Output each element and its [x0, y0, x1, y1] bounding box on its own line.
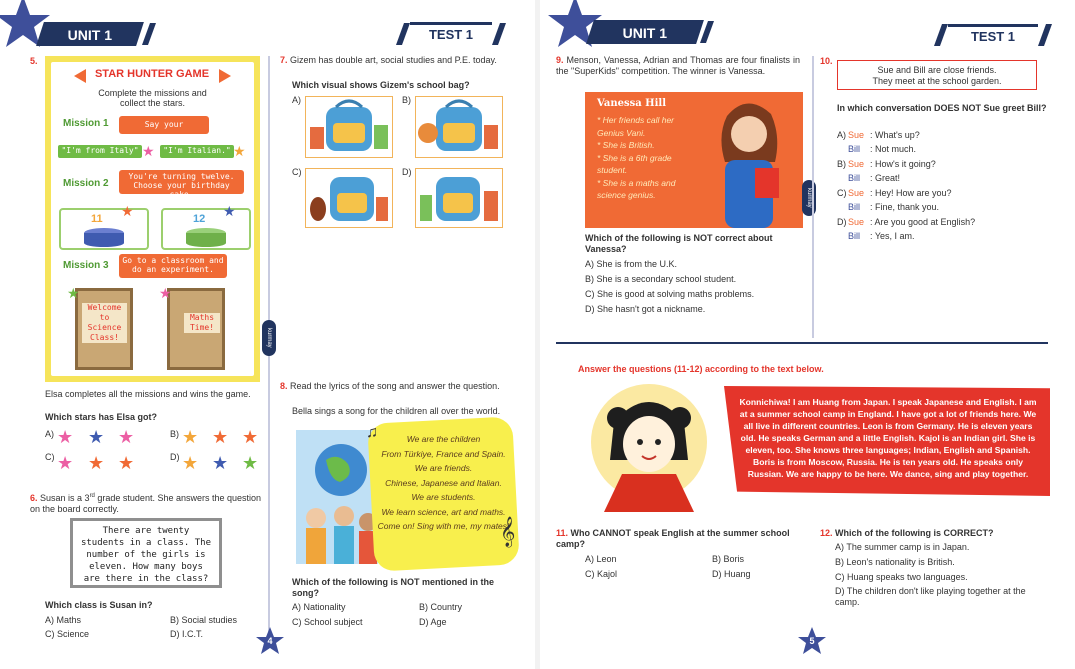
q12-option-c[interactable]: C) Huang speaks two languages. — [835, 572, 968, 582]
card-fact: * She is a 6th grade student. — [597, 152, 672, 175]
girl-portrait — [697, 96, 801, 228]
q11-number: 11. — [556, 528, 569, 538]
q8-stem-text: Read the lyrics of the song and answer the question. — [290, 381, 500, 391]
orange-star-icon: ★ — [88, 453, 105, 473]
lyric-line: We are students. — [411, 492, 476, 502]
unit-tab: UNIT 1 — [586, 20, 704, 44]
q7-option-c[interactable]: C) — [292, 167, 302, 177]
lyric-line: We learn science, art and maths. — [381, 506, 506, 517]
q9-option-b[interactable]: B) She is a secondary school student. — [585, 274, 737, 284]
q9-stem-text: Menson, Vanessa, Adrian and Thomas are four finalists in the "SuperKids" competition. The winner is Vanessa. — [556, 55, 800, 76]
q5-number: 5. — [30, 56, 38, 66]
lyric-line: Chinese, Japanese and Italian. — [385, 477, 502, 488]
q12-option-a[interactable]: A) The summer camp is in Japan. — [835, 542, 970, 552]
blue-star-icon: ★ — [212, 453, 229, 473]
q12-option-d[interactable]: D) The children don't like playing together at the camp. — [835, 586, 1026, 607]
mission1-label: Mission 1 — [63, 118, 109, 129]
q8-option-c[interactable]: C) School subject — [292, 617, 363, 627]
q10-line: : Yes, I am. — [870, 231, 915, 241]
mission2-task: You're turning twelve. Choose your birthday cake. — [119, 170, 244, 194]
mission1-answer-a: "I'm from Italy" — [58, 145, 142, 158]
q9-question: Which of the following is NOT correct about Vanessa? — [585, 233, 773, 254]
door-science-sign: Welcome to Science Class! — [82, 303, 127, 343]
q6-option-a[interactable]: A) Maths — [45, 615, 82, 625]
school-bag-icon — [306, 97, 392, 157]
lyric-line: We are friends. — [414, 463, 473, 473]
q7-image-c[interactable] — [305, 168, 393, 228]
lyric-line: Come on! Sing with me, my mates! — [377, 521, 510, 531]
q10-line: : Great! — [870, 173, 901, 183]
q5-question: Which stars has Elsa got? — [45, 412, 158, 422]
q6-question: Which class is Susan in? — [45, 600, 153, 610]
q12-option-b[interactable]: B) Leon's nationality is British. — [835, 557, 955, 567]
yellow-star-icon: ★ — [182, 427, 199, 447]
section-instruction: Answer the questions (11-12) according to the text below. — [578, 364, 824, 374]
card-name: Vanessa Hill — [597, 98, 667, 109]
q10-context-line: Sue and Bill are close friends. — [877, 65, 997, 75]
q5-game-board — [45, 56, 260, 382]
lyric-line: We are the children — [406, 434, 481, 444]
q7-option-a[interactable]: A) — [292, 95, 301, 105]
speaker-bill: Bill — [848, 231, 861, 241]
cake-11-number: 11 — [91, 213, 103, 225]
mission3-task: Go to a classroom and do an experiment. — [119, 254, 227, 278]
lyrics — [376, 432, 511, 534]
game-intro: Complete the missions and collect the stars. — [98, 88, 207, 108]
q9-option-d[interactable]: D) She hasn't got a nickname. — [585, 304, 706, 314]
q10-option-b[interactable]: B) — [837, 159, 846, 169]
q12-number: 12. — [820, 528, 833, 538]
q5-option-c[interactable]: C) — [45, 452, 55, 462]
mission1-task: Say your nationality. — [119, 116, 209, 134]
q7-image-b[interactable] — [415, 96, 503, 158]
orange-star-icon: ★ — [121, 203, 134, 219]
q10-line: : Are you good at English? — [870, 217, 976, 227]
q10-option-a[interactable]: A) — [837, 130, 846, 140]
q9-stem — [556, 55, 800, 77]
blue-star-icon: ★ — [88, 427, 105, 447]
treble-clef-icon: 𝄞 — [500, 516, 516, 546]
cake-card-12 — [161, 208, 251, 250]
q6-stem-part-a: Susan is a 3 — [40, 493, 90, 503]
vanessa-card — [585, 92, 803, 228]
q11-option-a[interactable]: A) Leon — [585, 554, 617, 564]
q8-stem — [280, 381, 508, 392]
school-bag-icon — [416, 97, 502, 157]
pink-star-icon: ★ — [118, 427, 135, 447]
q8-number: 8. — [280, 381, 288, 391]
q10-number: 10. — [820, 56, 833, 66]
q10-option-d[interactable]: D) — [837, 217, 847, 227]
cake-icon — [81, 226, 127, 248]
q8-stem2: Bella sings a song for the children all over the world. — [292, 406, 501, 416]
spine-logo: kurmay — [802, 180, 816, 216]
card-fact: * She is British. — [597, 140, 655, 150]
q6-option-b[interactable]: B) Social studies — [170, 615, 238, 625]
q6-board: There are twenty students in a class. The number of the girls is eleven. How many boys are there in the class? — [70, 518, 222, 588]
green-star-icon: ★ — [242, 453, 259, 473]
right-page — [540, 0, 1075, 669]
mission2-label: Mission 2 — [63, 178, 109, 189]
q11-question — [556, 528, 802, 550]
orange-star-icon: ★ — [118, 453, 135, 473]
speaker-sue: Sue — [848, 217, 865, 227]
q11-question-text: Who CANNOT speak English at the summer school camp? — [556, 528, 790, 549]
q7-image-a[interactable] — [305, 96, 393, 158]
q7-question: Which visual shows Gizem's school bag? — [292, 80, 470, 90]
arrow-right-icon — [219, 69, 231, 83]
music-note-icon: ♫ — [366, 424, 378, 441]
orange-star-icon: ★ — [212, 427, 229, 447]
column-divider — [812, 56, 814, 338]
q10-context-box — [837, 60, 1037, 90]
game-title: STAR HUNTER GAME — [94, 68, 210, 80]
mission3-label: Mission 3 — [63, 260, 109, 271]
lyric-line: From Türkiye, France and Spain. — [381, 448, 506, 459]
yellow-star-icon: ★ — [182, 453, 199, 473]
cake-12-number: 12 — [193, 213, 206, 225]
blue-star-icon: ★ — [223, 203, 236, 219]
q11-option-c[interactable]: C) Kajol — [585, 569, 618, 579]
q8-option-b[interactable]: B) Country — [419, 602, 463, 612]
q5-stem: Elsa completes all the missions and wins the game. — [45, 389, 251, 399]
q10-line: : Hey! How are you? — [870, 188, 952, 198]
cake-card-11 — [59, 208, 149, 250]
yellow-star-icon: ★ — [233, 143, 246, 159]
spine-logo: kurmay — [262, 320, 276, 356]
pink-star-icon: ★ — [159, 285, 172, 301]
children-globe-photo — [296, 430, 378, 564]
card-facts — [597, 114, 687, 202]
huang-illustration — [564, 382, 734, 512]
q7-option-d[interactable]: D) — [402, 167, 412, 177]
speaker-bill: Bill — [848, 144, 861, 154]
q8-option-d[interactable]: D) Age — [419, 617, 447, 627]
q10-context-line: They meet at the school garden. — [872, 76, 1002, 86]
door-maths-sign: Maths Time! — [184, 313, 220, 333]
pink-star-icon: ★ — [57, 427, 74, 447]
school-bag-icon — [416, 169, 502, 227]
q6-stem-part-b: grade student. She answers the question on the board correctly. — [30, 493, 262, 514]
card-fact: * She is a maths and science genius. — [597, 177, 676, 200]
q9-option-c[interactable]: C) She is good at solving maths problems. — [585, 289, 755, 299]
q8-option-a[interactable]: A) Nationality — [292, 602, 346, 612]
q10-option-c[interactable]: C) — [837, 188, 847, 198]
q7-image-d[interactable] — [415, 168, 503, 228]
q10-line: : What's up? — [870, 130, 920, 140]
q5-option-a[interactable]: A) — [45, 429, 54, 439]
pink-star-icon: ★ — [142, 143, 155, 159]
q11-option-d[interactable]: D) Huang — [712, 569, 751, 579]
q6-option-d[interactable]: D) I.C.T. — [170, 629, 203, 639]
school-bag-icon — [306, 169, 392, 227]
door-maths — [167, 288, 225, 370]
q12-question — [820, 528, 1050, 539]
q7-option-b[interactable]: B) — [402, 95, 411, 105]
green-star-icon: ★ — [67, 285, 80, 301]
q5-option-d[interactable]: D) — [170, 452, 180, 462]
q9-option-a[interactable]: A) She is from the U.K. — [585, 259, 678, 269]
page-number: 4 — [267, 636, 273, 646]
q10-question: In which conversation DOES NOT Sue greet Bill? — [837, 103, 1047, 113]
cake-icon — [183, 226, 229, 248]
q7-stem-text: Gizem has double art, social studies and P.E. today. — [290, 55, 497, 65]
mission1-answer-b: "I'm Italian." — [160, 145, 234, 158]
page-number: 5 — [809, 636, 815, 646]
q6-number: 6. — [30, 493, 38, 503]
speaker-bill: Bill — [848, 202, 861, 212]
q9-number: 9. — [556, 55, 564, 65]
q10-line: : Fine, thank you. — [870, 202, 940, 212]
q7-number: 7. — [280, 55, 288, 65]
speaker-sue: Sue — [848, 159, 865, 169]
q11-option-b[interactable]: B) Boris — [712, 554, 745, 564]
door-science — [75, 288, 133, 370]
globe-icon — [296, 430, 378, 564]
pink-star-icon: ★ — [57, 453, 74, 473]
q12-question-text: Which of the following is CORRECT? — [835, 528, 994, 538]
q10-line: : How's it going? — [870, 159, 936, 169]
q10-line: : Not much. — [870, 144, 917, 154]
section-divider — [556, 342, 1048, 344]
q8-question: Which of the following is NOT mentioned in the song? — [292, 577, 494, 598]
arrow-left-icon — [74, 69, 86, 83]
speaker-sue: Sue — [848, 188, 865, 198]
left-page — [0, 0, 535, 669]
q5-option-b[interactable]: B) — [170, 429, 179, 439]
q7-stem — [280, 55, 508, 66]
test-tab: TEST 1 — [948, 24, 1038, 48]
q6-stem — [30, 491, 262, 515]
q6-stem-sup: rd — [89, 493, 95, 499]
passage-text: Konnichiwa! I am Huang from Japan. I speak Japanese and English. I am at a summer school camp in England. I have got a lot of friends here. We all live in different countries. Leon is from Germany. He is eleven years old. He speaks German and a little English. Kajol is an Indian girl. She is eleven, too. She knows three languages; Indian, English and Spanish. Boris is from Moscow, Russia. He is ten years old. He speaks only Russian. We are happy to be here. We dance, sing and play together. — [739, 397, 1037, 479]
q6-option-c[interactable]: C) Science — [45, 629, 90, 639]
unit-tab: UNIT 1 — [36, 22, 144, 46]
speaker-bill: Bill — [848, 173, 861, 183]
card-fact: * Her friends call her Genius Vani. — [597, 115, 675, 138]
speaker-sue: Sue — [848, 130, 865, 140]
orange-star-icon: ★ — [242, 427, 259, 447]
test-tab: TEST 1 — [410, 22, 492, 46]
